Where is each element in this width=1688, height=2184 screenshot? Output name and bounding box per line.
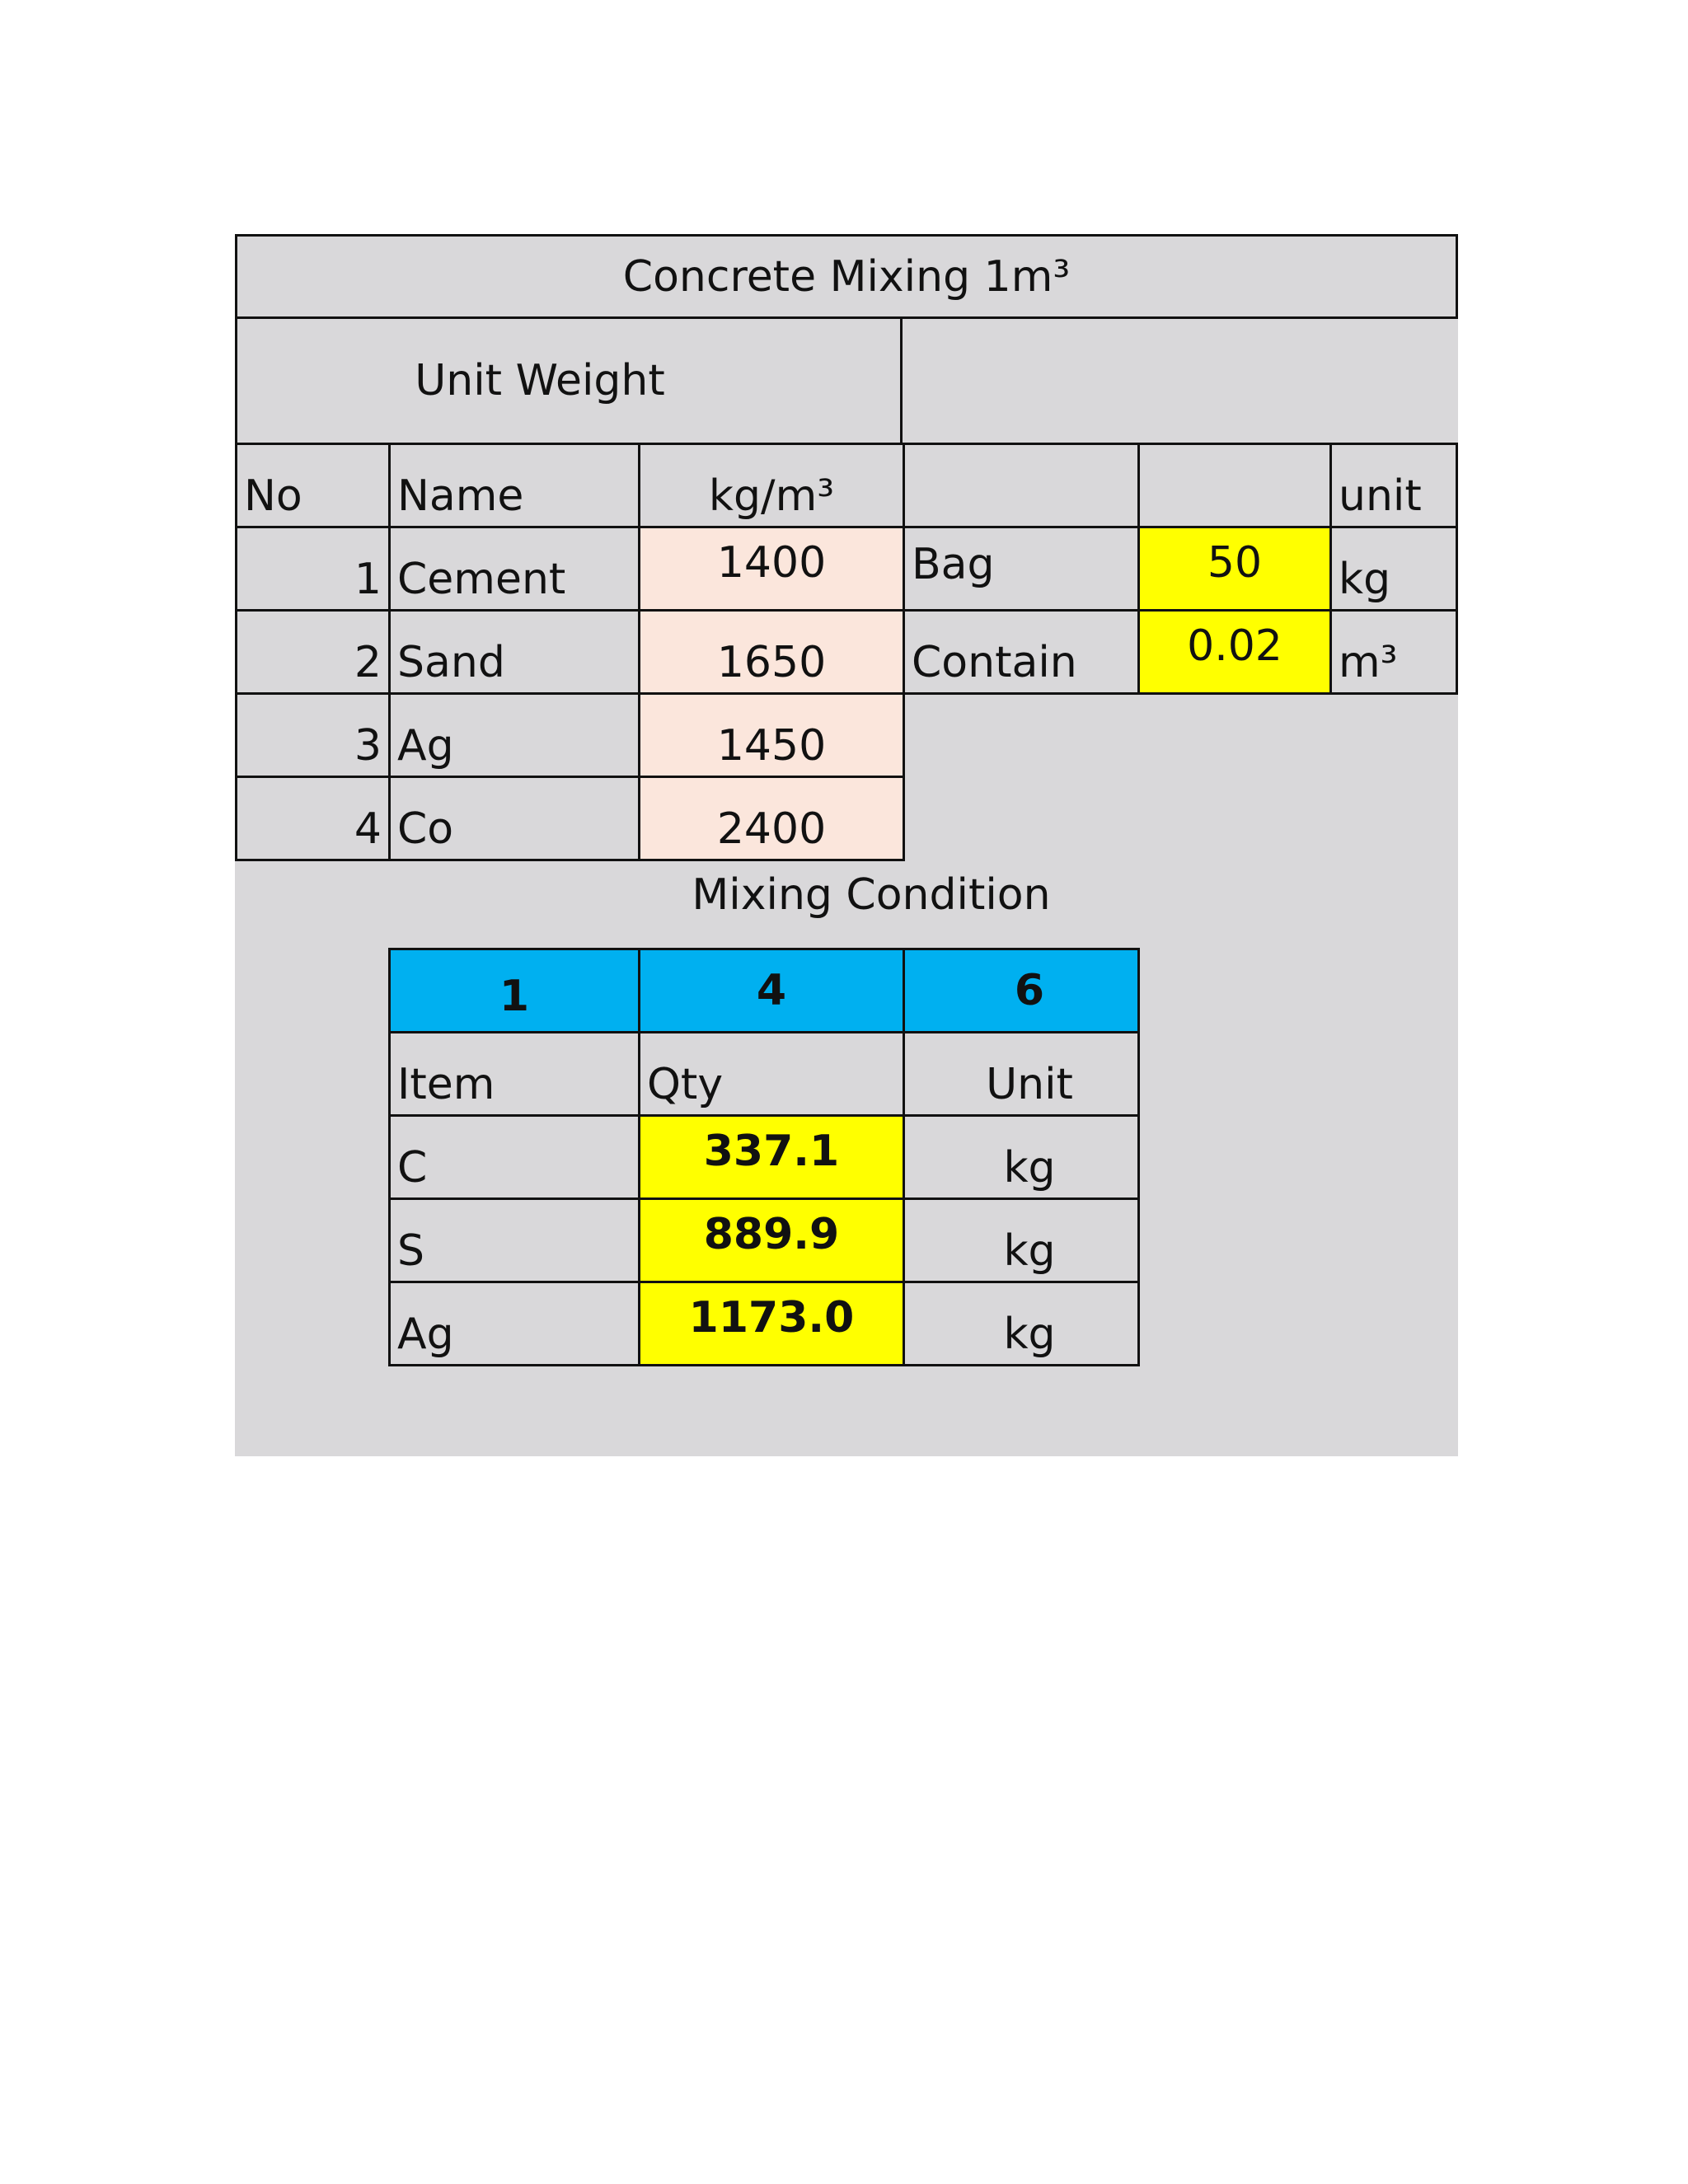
row-unit-weight-value: 1450 [638, 692, 905, 778]
row-name: Cement [388, 526, 640, 612]
bag-header-blank [1137, 443, 1332, 528]
row-no: 4 [235, 776, 391, 861]
row-no: 1 [235, 526, 391, 612]
mix-row-unit: kg [903, 1281, 1140, 1366]
contain-unit: m³ [1329, 609, 1458, 695]
bag-header-blank [903, 443, 1140, 528]
bag-weight-unit: kg [1329, 526, 1458, 612]
row-unit-weight-value: 1650 [638, 609, 905, 695]
mix-row-item: S [388, 1197, 640, 1283]
mixing-condition-heading: Mixing Condition [692, 870, 1051, 920]
col-header-name: Name [388, 443, 640, 528]
bag-label: Bag [903, 526, 1140, 612]
row-name: Sand [388, 609, 640, 695]
unit-weight-heading: Unit Weight [235, 316, 903, 445]
mix-row-qty: 889.9 [638, 1197, 905, 1283]
mix-row-item: C [388, 1114, 640, 1200]
col-header-no: No [235, 443, 391, 528]
mix-row-qty: 1173.0 [638, 1281, 905, 1366]
mix-col-header-qty: Qty [638, 1031, 905, 1117]
contain-value[interactable]: 0.02 [1137, 609, 1332, 695]
row-no: 2 [235, 609, 391, 695]
sheet-title: Concrete Mixing 1m³ [235, 234, 1458, 319]
row-unit-weight-value: 2400 [638, 776, 905, 861]
spreadsheet-area [235, 234, 1458, 1456]
ratio-aggregate[interactable]: 6 [903, 948, 1140, 1033]
ratio-cement[interactable]: 1 [388, 948, 640, 1033]
mix-row-item: Ag [388, 1281, 640, 1366]
mix-col-header-item: Item [388, 1031, 640, 1117]
mix-row-unit: kg [903, 1197, 1140, 1283]
col-header-unit-weight: kg/m³ [638, 443, 905, 528]
mix-row-unit: kg [903, 1114, 1140, 1200]
row-name: Ag [388, 692, 640, 778]
contain-label: Contain [903, 609, 1140, 695]
mix-col-header-unit: Unit [903, 1031, 1140, 1117]
mix-row-qty: 337.1 [638, 1114, 905, 1200]
row-name: Co [388, 776, 640, 861]
row-unit-weight-value: 1400 [638, 526, 905, 612]
ratio-sand[interactable]: 4 [638, 948, 905, 1033]
row-no: 3 [235, 692, 391, 778]
bag-weight-value[interactable]: 50 [1137, 526, 1332, 612]
bag-unit-header: unit [1329, 443, 1458, 528]
